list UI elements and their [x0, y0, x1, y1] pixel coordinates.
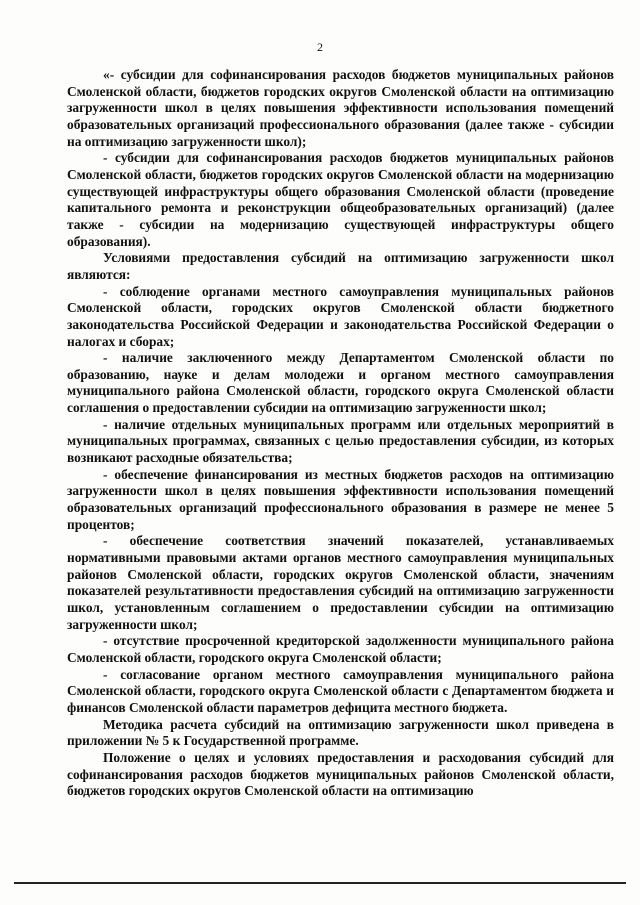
- paragraph: - отсутствие просроченной кредиторской задолженности муниципального района Смоленской области, городского округа Смоленской области;: [67, 633, 614, 665]
- paragraph: - обеспечение финансирования из местных бюджетов расходов на оптимизацию загруженности школ в целях повышения эффективности использования помещений образовательных организаций профессионального образования в размере не менее 5 процентов;: [67, 466, 614, 532]
- page-number: 2: [317, 40, 323, 54]
- footer-divider: [14, 882, 626, 884]
- paragraph: - наличие заключенного между Департаментом Смоленской области по образованию, науке и делам молодежи и органом местного самоуправления муниципального района Смоленской области, городского округа Смоленской области соглашения о предоставлении субсидии на оптимизацию загруженности школ;: [67, 350, 614, 416]
- paragraph: - соблюдение органами местного самоуправления муниципальных районов Смоленской области, городских округов Смоленской области бюджетного законодательства Российской Федерации и законодательства Российской Федерации о налогах и сборах;: [67, 283, 614, 349]
- paragraph: - субсидии для софинансирования расходов бюджетов муниципальных районов Смоленской области, бюджетов городских округов Смоленской области на модернизацию существующей инфраструктуры общего образования Смоленской области (проведение капитального ремонта и реконструкции общеобразовательных организаций) (далее также - субсидии на модернизацию существующей инфраструктуры общего образования).: [67, 150, 614, 249]
- paragraph: «- субсидии для софинансирования расходов бюджетов муниципальных районов Смоленской области, бюджетов городских округов Смоленской области на оптимизацию загруженности школ в целях повышения эффективности использования помещений образовательных организаций профессионального образования (далее также - субсидии на оптимизацию загруженности школ);: [67, 67, 614, 149]
- paragraph: - обеспечение соответствия значений показателей, устанавливаемых нормативными правовыми актами органов местного самоуправления муниципальных районов Смоленской области, городских округов Смоленской области, значениям показателей результативности предоставления субсидий на оптимизацию загруженности школ, установленным соглашением о предоставлении субсидии на оптимизацию загруженности школ;: [67, 533, 614, 632]
- paragraph: - согласование органом местного самоуправления муниципального района Смоленской области, городского округа Смоленской области с Департаментом бюджета и финансов Смоленской области параметров дефицита местного бюджета.: [67, 666, 614, 715]
- paragraph: - наличие отдельных муниципальных программ или отдельных мероприятий в муниципальных программах, связанных с целью предоставления субсидии, из которых возникают расходные обязательства;: [67, 416, 614, 466]
- paragraph: Условиями предоставления субсидий на оптимизацию загруженности школ являются:: [67, 250, 614, 282]
- paragraph: Методика расчета субсидий на оптимизацию загруженности школ приведена в приложении № 5 к Государственной программе.: [67, 716, 614, 749]
- paragraph: Положение о целях и условиях предоставления и расходования субсидий для софинансирования расходов бюджетов муниципальных районов Смоленской области, бюджетов городских округов Смоленской области на оптимизацию: [67, 749, 614, 799]
- document-body: [67, 67, 614, 800]
